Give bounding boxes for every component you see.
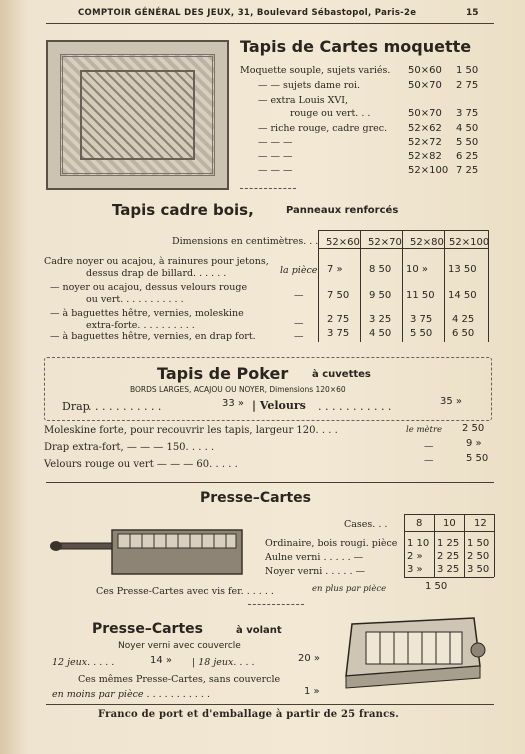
moquette-price: 3 75 (456, 108, 479, 119)
moquette-size: 50×70 (408, 108, 442, 119)
price-cell: 4 50 (369, 328, 392, 339)
presse-title: Presse–Cartes (200, 490, 311, 506)
moquette-size: 52×100 (408, 165, 449, 176)
volant-12-label: 12 jeux. . . . . (52, 657, 115, 668)
price-cell: 10 » (406, 264, 429, 275)
table-rule (494, 514, 495, 577)
moquette-row: — — — (258, 151, 293, 162)
moleskine-row: Velours rouge ou vert — — — 60. . . . . (44, 459, 238, 470)
poker-velours-price: 35 » (440, 396, 463, 407)
moquette-row: rouge ou vert. . . (290, 108, 371, 119)
cases-label: Cases. . . (344, 519, 388, 530)
footer-rule (46, 704, 494, 705)
cadre-title: Tapis cadre bois, (112, 201, 254, 219)
volant-subtitle: Noyer verni avec couvercle (118, 641, 241, 651)
cadre-row-label: extra-forte. . . . . . . . . . (86, 320, 195, 331)
moquette-price: 1 50 (456, 65, 479, 76)
price-cell: 3 75 (327, 328, 350, 339)
divider (240, 188, 296, 190)
moquette-title: Tapis de Cartes moquette (240, 37, 472, 56)
price-cell: 2 » (407, 551, 423, 562)
cadre-row-label: — noyer ou acajou, dessus velours rouge (50, 282, 248, 293)
table-rule (360, 230, 361, 342)
column-header: 10 (443, 518, 456, 529)
moquette-price: 2 75 (456, 80, 479, 91)
table-rule (464, 514, 465, 577)
presse-cartes-volant-illustration (340, 614, 488, 690)
volant-sans-price: 1 » (304, 686, 320, 697)
moleskine-row: Moleskine forte, pour recouvrir les tapis, largeur 120. . . . (44, 425, 338, 436)
poker-drap-label: Drap (62, 400, 90, 413)
volant-title: Presse–Cartes (92, 621, 203, 637)
column-header: 52×70 (368, 237, 402, 248)
moquette-row: Moquette souple, sujets variés. (240, 65, 391, 76)
price-cell: 7 » (327, 264, 343, 275)
cadre-row-label: dessus drap de billard. . . . . . (86, 268, 227, 279)
table-rule (444, 230, 445, 342)
table-rule (404, 514, 405, 577)
vis-label: Ces Presse-Cartes avec vis fer. . . . . . (96, 586, 274, 597)
price-cell: 2 75 (327, 314, 350, 325)
leader-dots: . . . . . . . . . . . (88, 400, 162, 413)
column-header: 52×100 (449, 237, 490, 248)
moquette-row: — — — (258, 137, 293, 148)
table-rule (402, 230, 403, 342)
table-rule (318, 248, 488, 249)
page-header: COMPTOIR GÉNÉRAL DES JEUX, 31, Boulevard Sébastopol, Paris-2e (78, 8, 417, 18)
unit-label: — (294, 318, 304, 329)
price-cell: 8 50 (369, 264, 392, 275)
price-cell: 1 25 (437, 538, 460, 549)
poker-title-suffix: à cuvettes (312, 369, 371, 380)
price-cell: 13 50 (448, 264, 477, 275)
unit-label: — (424, 455, 434, 466)
price-cell: 9 50 (369, 290, 392, 301)
header-rule (46, 23, 494, 24)
moleskine-price: 9 » (466, 438, 482, 449)
moleskine-row: Drap extra-fort, — — — 150. . . . . (44, 442, 215, 453)
price-cell: 3 25 (369, 314, 392, 325)
section-rule (46, 482, 494, 483)
unit-label: en plus par pièce (312, 584, 387, 594)
moquette-price: 4 50 (456, 123, 479, 134)
moquette-size: 50×70 (408, 80, 442, 91)
moquette-row: — riche rouge, cadre grec. (258, 123, 388, 134)
presse-row-label: Ordinaire, bois rougi. pièce (265, 538, 398, 549)
table-rule (404, 577, 494, 578)
poker-title: Tapis de Poker (157, 364, 289, 383)
moleskine-price: 2 50 (462, 423, 485, 434)
column-header: 8 (416, 518, 423, 529)
volant-sans-label: Ces mêmes Presse-Cartes, sans couvercle (78, 674, 281, 685)
presse-row-label: Noyer verni . . . . . — (265, 566, 365, 577)
moquette-row: — — sujets dame roi. (258, 80, 361, 91)
table-rule (404, 531, 494, 532)
cadre-row-label: Cadre noyer ou acajou, à rainures pour jetons, (44, 256, 269, 267)
price-cell: 4 25 (452, 314, 475, 325)
column-header: 52×80 (410, 237, 444, 248)
poker-subtitle: BORDS LARGES, ACAJOU OU NOYER, Dimensions 120×60 (130, 385, 346, 394)
table-rule (318, 230, 319, 342)
divider (248, 604, 304, 606)
moquette-row: — — — (258, 165, 293, 176)
cadre-row-label: — à baguettes hêtre, vernies, en drap fort. (50, 331, 256, 342)
footer-text: Franco de port et d'emballage à partir de 25 francs. (98, 709, 399, 720)
price-cell: 6 50 (452, 328, 475, 339)
vis-price: 1 50 (425, 581, 448, 592)
unit-label: — (294, 331, 304, 342)
moquette-price: 6 25 (456, 151, 479, 162)
volant-18-price: 20 » (298, 653, 321, 664)
moquette-price: 5 50 (456, 137, 479, 148)
price-cell: 1 10 (407, 538, 430, 549)
leader-dots: . . . . . . . . . . . (318, 400, 392, 413)
cadre-row-label: — à baguettes hêtre, vernies, moleskine (50, 308, 244, 319)
presse-cartes-illustration (50, 520, 250, 582)
volant-12-price: 14 » (150, 655, 173, 666)
unit-label: le mètre (406, 425, 443, 435)
price-cell: 7 50 (327, 290, 350, 301)
table-rule (434, 514, 435, 577)
page-number: 15 (466, 8, 479, 18)
price-cell: 2 50 (467, 551, 490, 562)
moquette-row: — extra Louis XVI, (258, 95, 349, 106)
price-cell: 3 » (407, 564, 423, 575)
price-cell: 3 50 (467, 564, 490, 575)
presse-row-label: Aulne verni . . . . . — (265, 552, 364, 563)
price-cell: 14 50 (448, 290, 477, 301)
unit-label: — (424, 441, 434, 452)
moquette-size: 52×62 (408, 123, 442, 134)
moquette-price: 7 25 (456, 165, 479, 176)
price-cell: 3 75 (410, 314, 433, 325)
cadre-row-label: ou vert. . . . . . . . . . . (86, 294, 184, 305)
price-cell: 5 50 (410, 328, 433, 339)
volant-title-suffix: à volant (236, 625, 282, 636)
moleskine-price: 5 50 (466, 453, 489, 464)
moquette-size: 50×60 (408, 65, 442, 76)
dimensions-label: Dimensions en centimètres. . . (172, 236, 319, 247)
unit-label: la pièce (280, 265, 318, 276)
cadre-subtitle: Panneaux renforcés (286, 205, 399, 216)
volant-sans-label: en moins par pièce . . . . . . . . . . . (52, 689, 210, 700)
unit-label: — (294, 290, 304, 301)
table-rule (404, 514, 494, 515)
table-rule (318, 230, 488, 231)
moquette-size: 52×72 (408, 137, 442, 148)
column-header: 52×60 (326, 237, 360, 248)
price-cell: 2 25 (437, 551, 460, 562)
price-cell: 3 25 (437, 564, 460, 575)
volant-18-label: | 18 jeux. . . . (192, 657, 255, 668)
price-cell: 11 50 (406, 290, 435, 301)
column-header: 12 (474, 518, 487, 529)
moquette-size: 52×82 (408, 151, 442, 162)
carpet-illustration (46, 40, 229, 190)
price-cell: 1 50 (467, 538, 490, 549)
poker-velours-label: | Velours (252, 399, 306, 412)
poker-drap-price: 33 » (222, 398, 245, 409)
